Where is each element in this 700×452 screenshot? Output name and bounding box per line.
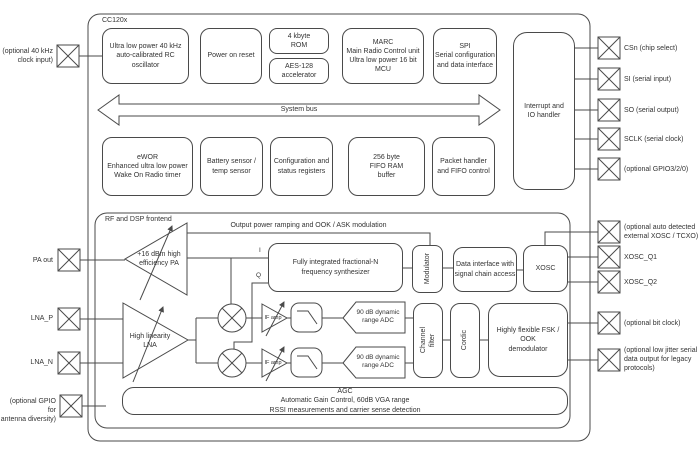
q-branch-label: Q <box>256 272 262 279</box>
pin-label-sclk: SCLK (serial clock) <box>624 136 684 143</box>
block-marc: MARC Main Radio Control unit Ultra low power 16 bit MCU <box>342 28 424 84</box>
pin-label-si: SI (serial input) <box>624 76 672 83</box>
pad-gpio-diversity <box>60 395 82 417</box>
pad-lna-n <box>58 352 80 374</box>
system-bus-label: System bus <box>280 106 318 113</box>
pin-label-tcxo: (optional auto detected external XOSC / TCXO) <box>624 224 699 241</box>
lna-label: High linearity LNA <box>129 333 171 350</box>
i-branch-label: I <box>259 247 261 254</box>
block-spi: SPI Serial configuration and data interface <box>433 28 497 84</box>
rf-frontend-title: RF and DSP frontend <box>105 216 172 223</box>
pin-label-pa-out: PA out <box>32 257 53 264</box>
block-battery-sensor: Battery sensor / temp sensor <box>200 137 263 196</box>
block-ewor: eWOR Enhanced ultra low power Wake On Radio timer <box>102 137 193 196</box>
pad-csn <box>598 37 620 59</box>
block-xosc: XOSC <box>523 245 568 292</box>
pad-gpio320 <box>598 158 620 180</box>
pad-tcxo <box>598 221 620 243</box>
pin-label-gpio320: (optional GPIO3/2/0) <box>624 166 689 173</box>
chip-title: CC120x <box>102 17 128 24</box>
pin-label-xosc-q2: XOSC_Q2 <box>624 279 658 286</box>
pad-so <box>598 99 620 121</box>
pad-lna-p <box>58 308 80 330</box>
adc-i-label: 90 dB dynamic range ADC <box>356 309 400 325</box>
pad-sclk <box>598 128 620 150</box>
block-rc-oscillator: Ultra low power 40 kHz auto-calibrated RC oscillator <box>102 28 189 84</box>
pad-serial-out <box>598 349 620 371</box>
ramping-label: Output power ramping and OOK / ASK modulation <box>230 222 387 229</box>
mixer-q <box>218 349 246 377</box>
pad-xosc-q1 <box>598 246 620 268</box>
if-amp-i-label: IF amp <box>264 315 282 321</box>
pin-label-lna-p: LNA_P <box>30 315 53 322</box>
block-interrupt-io: Interrupt and IO handler <box>513 32 575 190</box>
pin-label-lna-n: LNA_N <box>30 359 53 366</box>
pin-label-serial-out: (optional low jitter serial data output for legacy protocols) <box>624 347 698 373</box>
block-rom: 4 kbyte ROM <box>269 28 329 54</box>
pad-pa-out <box>58 249 80 271</box>
block-data-interface: Data interface with signal chain access <box>453 247 517 292</box>
block-aes: AES-128 accelerator <box>269 58 329 84</box>
block-cordic: Cordic <box>450 303 480 378</box>
mixer-i <box>218 304 246 332</box>
lowpass-filter-i <box>291 303 322 332</box>
pa-label: +16 dBm high efficiency PA <box>137 251 181 268</box>
pad-bit-clock <box>598 312 620 334</box>
pin-label-clock-input: (optional 40 kHz clock input) <box>2 48 53 65</box>
pin-label-so: SO (serial output) <box>624 107 679 114</box>
block-modulator: Modulator <box>412 245 443 293</box>
pin-label-csn: CSn (chip select) <box>624 45 678 52</box>
block-config-registers: Configuration and status registers <box>270 137 333 196</box>
block-demodulator: Highly flexible FSK / OOK demodulator <box>488 303 568 377</box>
block-power-on-reset: Power on reset <box>200 28 262 84</box>
if-amp-q-label: IF amp <box>264 360 282 366</box>
pad-clock-input <box>57 45 79 67</box>
block-packet-handler: Packet handler and FIFO control <box>432 137 495 196</box>
pin-label-xosc-q1: XOSC_Q1 <box>624 254 658 261</box>
lowpass-filter-q <box>291 348 322 377</box>
block-channel-filter: Channel filter <box>413 303 443 378</box>
block-synthesizer: Fully integrated fractional-N frequency synthesizer <box>268 243 403 292</box>
block-fifo-ram: 256 byte FIFO RAM buffer <box>348 137 425 196</box>
pad-xosc-q2 <box>598 271 620 293</box>
pin-label-gpio-diversity: (optional GPIO for antenna diversity) <box>0 398 56 424</box>
pin-label-bit-clock: (optional bit clock) <box>624 320 681 327</box>
block-agc: AGC Automatic Gain Control, 60dB VGA range RSSI measurements and carrier sense detection <box>122 387 568 415</box>
pad-si <box>598 68 620 90</box>
adc-q-label: 90 dB dynamic range ADC <box>356 354 400 370</box>
